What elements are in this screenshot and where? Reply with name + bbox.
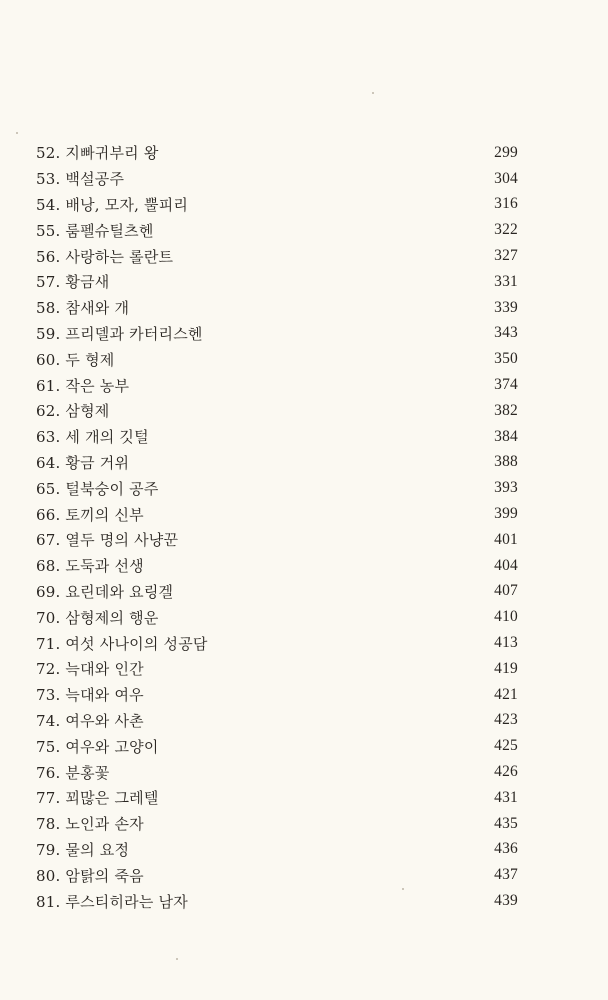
paper-speck — [372, 92, 374, 94]
toc-entry-title: 70. 삼형제의 행운 — [36, 608, 159, 627]
toc-entry — [36, 527, 518, 553]
toc-entry — [36, 579, 518, 605]
toc-entry-title: 68. 도둑과 선생 — [36, 557, 144, 576]
toc-entry-page: 327 — [494, 247, 518, 265]
toc-entry — [36, 398, 518, 424]
toc-entry-page: 384 — [494, 427, 518, 445]
toc-entry-title: 77. 꾀많은 그레텔 — [36, 789, 159, 808]
toc-entry — [36, 372, 518, 398]
toc-entry-title: 55. 룸펠슈틸츠헨 — [36, 221, 154, 240]
toc-entry-page: 410 — [494, 608, 518, 626]
toc-entry-page: 407 — [494, 582, 518, 600]
toc-entry-title: 56. 사랑하는 롤란트 — [36, 247, 174, 266]
toc-entry-page: 425 — [494, 737, 518, 755]
paper-speck — [402, 888, 404, 890]
toc-entry-title: 64. 황금 거위 — [36, 453, 130, 472]
toc-entry-title: 72. 늑대와 인간 — [36, 660, 144, 679]
toc-entry — [36, 630, 518, 656]
toc-entry — [36, 862, 518, 888]
toc-entry-page: 388 — [494, 453, 518, 471]
toc-entry — [36, 785, 518, 811]
toc-entry-page: 339 — [494, 298, 518, 316]
toc-entry-title: 66. 토끼의 신부 — [36, 505, 144, 524]
toc-entry-title: 59. 프리델과 카터리스헨 — [36, 324, 203, 343]
toc-entry-page: 382 — [494, 401, 518, 419]
toc-entry-title: 78. 노인과 손자 — [36, 815, 144, 834]
toc-entry-title: 61. 작은 농부 — [36, 376, 130, 395]
toc-entry-page: 437 — [494, 866, 518, 884]
toc-entry — [36, 346, 518, 372]
toc-entry-page: 374 — [494, 376, 518, 394]
toc-entry-page: 304 — [494, 169, 518, 187]
toc-entry — [36, 140, 518, 166]
toc-entry-title: 65. 털북숭이 공주 — [36, 479, 159, 498]
toc-entry-title: 58. 참새와 개 — [36, 299, 130, 318]
toc-entry-title: 62. 삼형제 — [36, 402, 110, 421]
toc-entry — [36, 217, 518, 243]
toc-entry-title: 67. 열두 명의 사냥꾼 — [36, 531, 179, 550]
toc-entry-page: 316 — [494, 195, 518, 213]
toc-entry-title: 53. 백설공주 — [36, 170, 125, 189]
toc-entry — [36, 837, 518, 863]
toc-entry-page: 331 — [494, 272, 518, 290]
toc-entry — [36, 759, 518, 785]
toc-entry-page: 436 — [494, 840, 518, 858]
toc-entry-page: 393 — [494, 479, 518, 497]
toc-entry-title: 80. 암탉의 죽음 — [36, 866, 144, 885]
toc-entry-title: 57. 황금새 — [36, 273, 110, 292]
toc-entry — [36, 450, 518, 476]
toc-entry-page: 343 — [494, 324, 518, 342]
toc-entry — [36, 656, 518, 682]
toc-entry — [36, 192, 518, 218]
paper-speck — [176, 958, 178, 960]
toc-entry-page: 404 — [494, 556, 518, 574]
toc-entry-page: 419 — [494, 659, 518, 677]
toc-entry — [36, 733, 518, 759]
toc-entry-title: 81. 루스티히라는 남자 — [36, 892, 188, 911]
toc-entry — [36, 708, 518, 734]
toc-entry-page: 423 — [494, 711, 518, 729]
toc-entry-page: 399 — [494, 505, 518, 523]
toc-entry — [36, 553, 518, 579]
toc-entry-page: 299 — [494, 143, 518, 161]
toc-entry-page: 421 — [494, 685, 518, 703]
paper-speck — [16, 132, 18, 134]
toc-entry — [36, 811, 518, 837]
toc-entry-title: 71. 여섯 사나이의 성공담 — [36, 634, 208, 653]
toc-entry-title: 75. 여우와 고양이 — [36, 737, 159, 756]
toc-entry — [36, 295, 518, 321]
toc-entry-title: 74. 여우와 사촌 — [36, 711, 144, 730]
toc-entry — [36, 604, 518, 630]
toc-entry — [36, 475, 518, 501]
toc-entry — [36, 424, 518, 450]
table-of-contents — [36, 140, 518, 914]
toc-entry — [36, 243, 518, 269]
toc-entry — [36, 166, 518, 192]
toc-entry-page: 431 — [494, 788, 518, 806]
toc-entry-page: 322 — [494, 221, 518, 239]
toc-entry — [36, 321, 518, 347]
toc-entry — [36, 888, 518, 914]
toc-entry-title: 63. 세 개의 깃털 — [36, 428, 149, 447]
toc-entry-page: 413 — [494, 634, 518, 652]
toc-entry-title: 76. 분홍꽃 — [36, 763, 110, 782]
toc-entry-title: 69. 요린데와 요링겔 — [36, 582, 174, 601]
toc-entry — [36, 682, 518, 708]
toc-entry-page: 435 — [494, 814, 518, 832]
toc-entry-title: 60. 두 형제 — [36, 350, 115, 369]
toc-entry-title: 79. 물의 요정 — [36, 840, 130, 859]
toc-entry-page: 426 — [494, 763, 518, 781]
toc-entry — [36, 501, 518, 527]
toc-entry-title: 52. 지빠귀부리 왕 — [36, 144, 159, 163]
toc-entry-page: 439 — [494, 892, 518, 909]
toc-entry-page: 350 — [494, 350, 518, 368]
toc-entry-title: 73. 늑대와 여우 — [36, 686, 144, 705]
toc-entry-title: 54. 배낭, 모자, 뿔피리 — [36, 195, 189, 214]
toc-entry-page: 401 — [494, 530, 518, 548]
toc-entry — [36, 269, 518, 295]
